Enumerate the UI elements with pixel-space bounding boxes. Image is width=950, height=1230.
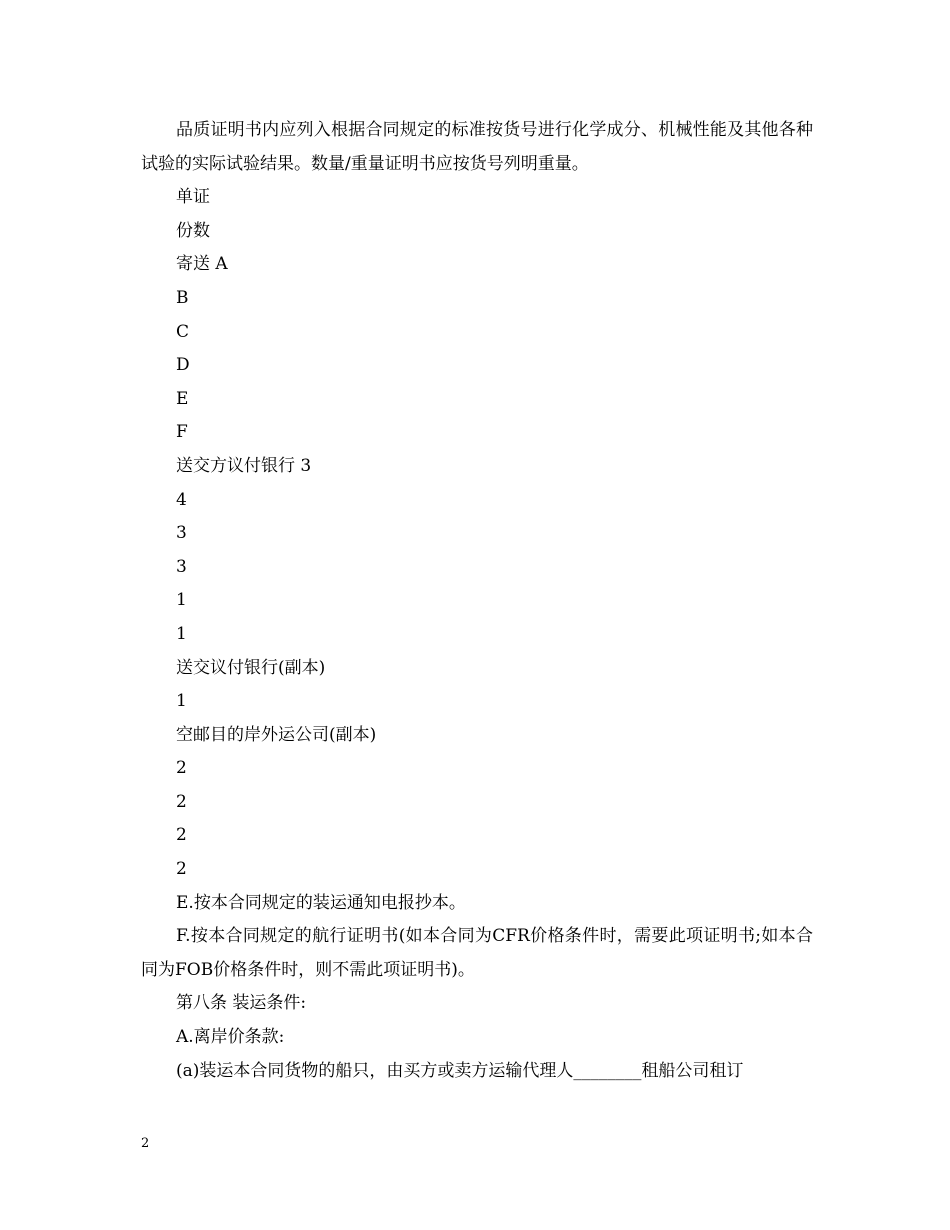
text-line: 3 xyxy=(176,523,187,544)
text-line: 2 xyxy=(176,791,187,812)
fob-clause-heading: A.离岸价条款: xyxy=(176,1027,285,1048)
text-line: F xyxy=(176,422,188,443)
text-line: 送交议付银行(副本) xyxy=(176,657,326,678)
text-line: 送交方议付银行 3 xyxy=(176,455,312,476)
text-line: 单证 xyxy=(176,187,210,208)
quality-certificate-paragraph: 品质证明书内应列入根据合同规定的标准按货号进行化学成分、机械性能及其他各种试验的实际试验结果。数量/重量证明书应按货号列明重量。 xyxy=(141,120,813,174)
page-number: 2 xyxy=(141,1136,150,1151)
text-line: D xyxy=(176,355,190,376)
text-line: 2 xyxy=(176,758,187,779)
text-line: 份数 xyxy=(176,220,210,241)
navigation-certificate-paragraph: F.按本合同规定的航行证明书(如本合同为CFR价格条件时，需要此项证明书;如本合同为FOB价格条件时，则不需此项证明书)。 xyxy=(141,926,813,980)
text-line: 2 xyxy=(176,825,187,846)
text-line: 空邮目的岸外运公司(副本) xyxy=(176,724,377,745)
text-line: 1 xyxy=(176,691,187,712)
fob-clause-item-a: (a)装运本合同货物的船只，由买方或卖方运输代理人________租船公司租订 xyxy=(176,1060,744,1081)
text-line: B xyxy=(176,287,189,308)
document-body xyxy=(141,114,813,1088)
text-line: 3 xyxy=(176,556,187,577)
article-8-heading: 第八条 装运条件: xyxy=(176,993,307,1014)
text-line: C xyxy=(176,321,190,342)
text-line: 1 xyxy=(176,590,187,611)
text-line: 1 xyxy=(176,623,187,644)
text-line: E xyxy=(176,388,189,409)
text-line: 2 xyxy=(176,859,187,880)
text-line: 寄送 A xyxy=(176,254,228,275)
text-line: 4 xyxy=(176,489,187,510)
shipping-notice-item: E.按本合同规定的装运通知电报抄本。 xyxy=(176,892,466,913)
